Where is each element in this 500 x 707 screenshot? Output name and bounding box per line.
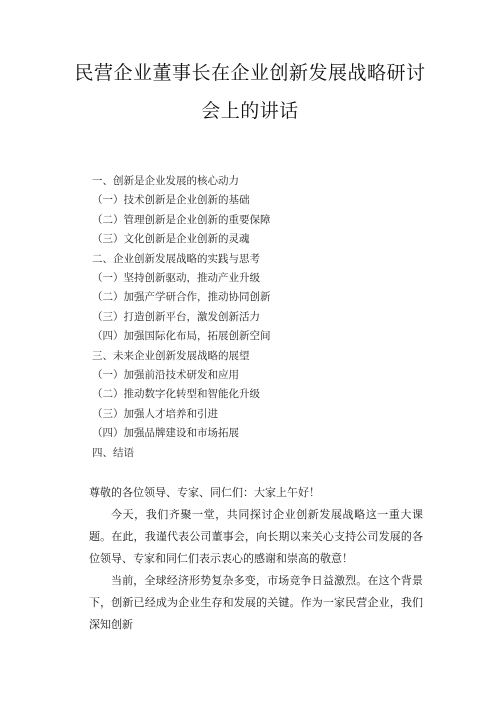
greeting xyxy=(89,482,423,504)
document-title-line-1: 民营企业董事长在企业创新发展战略研讨 xyxy=(74,62,426,84)
table-of-contents xyxy=(92,172,271,463)
toc-item: 二、企业创新发展战略的实践与思考 xyxy=(92,252,260,265)
toc-item: （一）加强前沿技术研发和应用 xyxy=(92,369,239,382)
document-title-line-2: 会上的讲话 xyxy=(201,100,299,122)
greeting-text: 尊敬的各位领导、专家、同仁们：大家上午好！ xyxy=(89,486,320,499)
paragraph-text: 当前，全球经济形势复杂多变，市场竞争日益激烈。在这个背景下，创新已经成为企业生存和发展的关键。作为一家民营企业，我们深知创新 xyxy=(89,574,423,631)
toc-item: （一）技术创新是企业创新的基础 xyxy=(92,194,250,207)
toc-item: （三）文化创新是企业创新的灵魂 xyxy=(92,233,250,246)
toc-item: （四）加强国际化布局，拓展创新空间 xyxy=(92,330,271,343)
toc-item: （二）推动数字化转型和智能化升级 xyxy=(92,388,260,401)
toc-item: （二）管理创新是企业创新的重要保障 xyxy=(92,213,271,226)
paragraph xyxy=(89,504,423,570)
toc-item: （三）加强人才培养和引进 xyxy=(92,407,218,420)
toc-item: 三、未来企业创新发展战略的展望 xyxy=(92,349,250,362)
toc-item: 一、创新是企业发展的核心动力 xyxy=(92,175,239,187)
paragraph-text: 今天，我们齐聚一堂，共同探讨企业创新发展战略这一重大课题。在此，我谨代表公司董事会，向长期以来关心支持公司发展的各位领导、专家和同仁们表示衷心的感谢和崇高的敬意！ xyxy=(89,508,423,565)
toc-item: （三）打造创新平台，激发创新活力 xyxy=(92,310,260,323)
paragraph xyxy=(89,570,423,636)
toc-item: 四、结语 xyxy=(92,446,134,459)
toc-item: （一）坚持创新驱动，推动产业升级 xyxy=(92,272,260,285)
toc-item: （二）加强产学研合作，推动协同创新 xyxy=(92,291,271,304)
toc-item: （四）加强品牌建设和市场拓展 xyxy=(92,427,239,440)
